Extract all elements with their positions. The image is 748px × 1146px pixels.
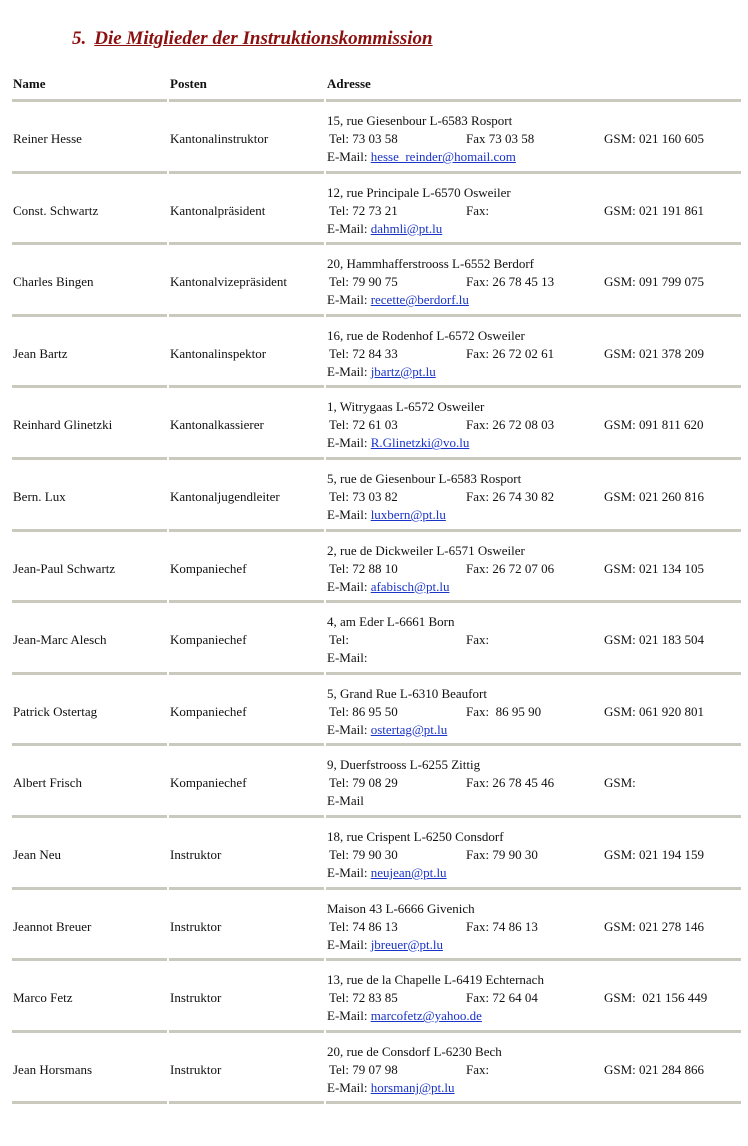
member-fax: Fax: 26 74 30 82 xyxy=(466,489,555,504)
member-email-line xyxy=(327,650,367,666)
member-address: 1, Witrygaas L-6572 Osweiler xyxy=(327,399,485,415)
email-link[interactable]: jbreuer@pt.lu xyxy=(370,936,443,952)
member-fax: Fax: xyxy=(466,1061,490,1077)
section-title: Die Mitglieder der Instruktionskommission xyxy=(94,28,433,49)
email-label: E-Mail: xyxy=(327,1008,371,1024)
row-divider xyxy=(169,99,324,102)
section-number: 5. xyxy=(72,28,87,49)
member-posten: Instruktor xyxy=(170,1061,222,1077)
row-divider xyxy=(169,600,324,603)
row-divider xyxy=(169,1101,324,1104)
member-address: 18, rue Crispent L-6250 Consdorf xyxy=(327,829,504,844)
member-address: Maison 43 L-6666 Givenich xyxy=(327,900,475,916)
member-gsm: GSM: 021 191 861 xyxy=(604,202,705,218)
email-link[interactable]: hesse_reinder@homail.com xyxy=(370,149,516,164)
member-name: Jean-Marc Alesch xyxy=(13,632,107,648)
member-gsm: GSM: 021 278 146 xyxy=(604,918,705,934)
member-name: Jean-Paul Schwartz xyxy=(13,560,116,576)
member-name: Reiner Hesse xyxy=(13,131,82,146)
row-divider xyxy=(169,743,324,746)
member-email-line xyxy=(327,435,469,451)
row-divider xyxy=(326,815,741,818)
row-divider xyxy=(12,457,167,460)
member-gsm: GSM: 021 156 449 xyxy=(604,990,708,1006)
member-address: 2, rue de Dickweiler L-6571 Osweiler xyxy=(327,542,525,558)
member-name: Marco Fetz xyxy=(13,990,73,1006)
row-divider xyxy=(12,743,167,746)
member-tel: Tel: 79 90 30 xyxy=(329,847,398,862)
member-name: Bern. Lux xyxy=(13,489,66,504)
member-name: Jean Bartz xyxy=(13,345,68,361)
email-label: E-Mail xyxy=(327,793,364,809)
row-divider xyxy=(12,314,167,317)
member-address: 9, Duerfstrooss L-6255 Zittig xyxy=(327,757,481,773)
email-link[interactable]: recette@berdorf.lu xyxy=(370,292,469,308)
member-tel: Tel: 73 03 82 xyxy=(329,489,398,504)
row-divider xyxy=(12,600,167,603)
member-email-line xyxy=(327,1080,455,1096)
member-fax: Fax: 74 86 13 xyxy=(466,918,538,934)
member-gsm: GSM: 021 160 605 xyxy=(604,131,705,146)
member-tel: Tel: 72 83 85 xyxy=(329,990,398,1006)
member-name: Charles Bingen xyxy=(13,274,94,290)
row-divider xyxy=(169,887,324,890)
member-tel: Tel: 79 07 98 xyxy=(329,1061,398,1077)
email-label: E-Mail: xyxy=(327,363,371,379)
member-posten: Instruktor xyxy=(170,847,222,862)
member-address: 15, rue Giesenbour L-6583 Rosport xyxy=(327,113,513,128)
member-fax: Fax: 72 64 04 xyxy=(466,990,538,1006)
member-fax: Fax: 26 78 45 13 xyxy=(466,274,555,290)
email-link[interactable]: marcofetz@yahoo.de xyxy=(370,1008,482,1024)
row-divider xyxy=(326,672,741,675)
row-divider xyxy=(169,529,324,532)
member-posten: Instruktor xyxy=(170,990,222,1006)
member-address: 20, rue de Consdorf L-6230 Bech xyxy=(327,1043,502,1059)
member-address: 20, Hammhafferstrooss L-6552 Berdorf xyxy=(327,256,534,272)
member-email-line xyxy=(327,149,516,165)
member-name: Jeannot Breuer xyxy=(13,918,92,934)
member-address: 5, Grand Rue L-6310 Beaufort xyxy=(327,685,487,701)
member-gsm: GSM: xyxy=(604,775,636,791)
member-address: 12, rue Principale L-6570 Osweiler xyxy=(327,184,511,200)
member-posten: Kompaniechef xyxy=(170,775,247,791)
member-fax: Fax: 86 95 90 xyxy=(466,703,542,719)
member-gsm: GSM: 021 378 209 xyxy=(604,345,705,361)
row-divider xyxy=(169,1030,324,1033)
member-posten: Kompaniechef xyxy=(170,560,247,576)
email-label: E-Mail: xyxy=(327,1079,371,1095)
member-gsm: GSM: 021 260 816 xyxy=(604,489,705,504)
member-fax: Fax: 79 90 30 xyxy=(466,847,538,862)
member-tel: Tel: 72 88 10 xyxy=(329,560,398,576)
member-email-line xyxy=(327,937,443,953)
email-label: E-Mail: xyxy=(327,292,371,308)
member-posten: Kantonaljugendleiter xyxy=(170,489,280,504)
row-divider xyxy=(326,958,741,961)
row-divider xyxy=(169,385,324,388)
email-label: E-Mail: xyxy=(327,149,371,164)
member-gsm: GSM: 091 811 620 xyxy=(604,417,704,433)
member-address: 13, rue de la Chapelle L-6419 Echternach xyxy=(327,972,544,988)
member-address: 4, am Eder L-6661 Born xyxy=(327,614,455,630)
member-gsm: GSM: 021 134 105 xyxy=(604,560,705,576)
row-divider xyxy=(326,1101,741,1104)
email-link[interactable]: neujean@pt.lu xyxy=(370,865,447,880)
row-divider xyxy=(12,529,167,532)
section-heading xyxy=(72,28,433,50)
row-divider xyxy=(326,385,741,388)
member-gsm: GSM: 021 194 159 xyxy=(604,847,705,862)
member-email-line xyxy=(327,1008,482,1024)
member-email-line xyxy=(327,292,469,308)
row-divider xyxy=(12,1030,167,1033)
member-tel: Tel: 72 84 33 xyxy=(329,345,398,361)
member-email-line xyxy=(327,364,436,380)
column-header-name: Name xyxy=(13,76,46,91)
email-link[interactable]: R.Glinetzki@vo.lu xyxy=(370,435,470,451)
row-divider xyxy=(169,171,324,174)
member-email-line xyxy=(327,722,447,738)
member-fax: Fax: 26 72 02 61 xyxy=(466,345,555,361)
member-tel: Tel: 79 90 75 xyxy=(329,274,398,290)
email-label: E-Mail: xyxy=(327,507,371,522)
member-name: Jean Horsmans xyxy=(13,1061,93,1077)
member-address: 16, rue de Rodenhof L-6572 Osweiler xyxy=(327,327,525,343)
member-fax: Fax: xyxy=(466,632,490,648)
row-divider xyxy=(326,314,741,317)
email-label: E-Mail: xyxy=(327,650,368,666)
member-tel: Tel: xyxy=(329,632,350,648)
email-link[interactable]: dahmli@pt.lu xyxy=(370,220,443,236)
row-divider xyxy=(169,815,324,818)
row-divider xyxy=(326,99,741,102)
member-gsm: GSM: 021 183 504 xyxy=(604,632,705,648)
member-address: 5, rue de Giesenbour L-6583 Rosport xyxy=(327,471,522,486)
email-label: E-Mail: xyxy=(327,220,371,236)
member-tel: Tel: 74 86 13 xyxy=(329,918,398,934)
email-link[interactable]: luxbern@pt.lu xyxy=(370,507,446,522)
email-label: E-Mail: xyxy=(327,435,371,451)
row-divider xyxy=(169,314,324,317)
row-divider xyxy=(12,958,167,961)
member-name: Jean Neu xyxy=(13,847,62,862)
member-email-line xyxy=(327,793,364,809)
column-header-adresse: Adresse xyxy=(327,76,371,91)
member-posten: Kompaniechef xyxy=(170,703,247,719)
row-divider xyxy=(169,242,324,245)
member-email-line xyxy=(327,865,447,881)
row-divider xyxy=(12,385,167,388)
member-fax: Fax 73 03 58 xyxy=(466,131,535,146)
member-tel: Tel: 72 73 21 xyxy=(329,202,398,218)
email-link[interactable]: ostertag@pt.lu xyxy=(370,721,448,737)
row-divider xyxy=(326,457,741,460)
row-divider xyxy=(12,672,167,675)
row-divider xyxy=(12,171,167,174)
row-divider xyxy=(326,529,741,532)
member-name: Patrick Ostertag xyxy=(13,703,98,719)
member-posten: Instruktor xyxy=(170,918,222,934)
member-fax: Fax: 26 78 45 46 xyxy=(466,775,555,791)
row-divider xyxy=(169,672,324,675)
member-posten: Kantonalkassierer xyxy=(170,417,264,433)
member-email-line xyxy=(327,507,446,523)
row-divider xyxy=(326,1030,741,1033)
email-label: E-Mail: xyxy=(327,936,371,952)
row-divider xyxy=(326,743,741,746)
row-divider xyxy=(12,99,167,102)
member-posten: Kantonalinspektor xyxy=(170,345,267,361)
member-gsm: GSM: 061 920 801 xyxy=(604,703,705,719)
member-tel: Tel: 86 95 50 xyxy=(329,703,398,719)
email-label: E-Mail: xyxy=(327,865,371,880)
member-tel: Tel: 73 03 58 xyxy=(329,131,398,146)
member-fax: Fax: 26 72 08 03 xyxy=(466,417,555,433)
member-tel: Tel: 79 08 29 xyxy=(329,775,398,791)
member-fax: Fax: 26 72 07 06 xyxy=(466,560,555,576)
row-divider xyxy=(326,171,741,174)
row-divider xyxy=(326,600,741,603)
row-divider xyxy=(169,457,324,460)
row-divider xyxy=(326,242,741,245)
row-divider xyxy=(12,887,167,890)
member-posten: Kantonalpräsident xyxy=(170,202,266,218)
member-name: Const. Schwartz xyxy=(13,202,99,218)
member-posten: Kantonalvizepräsident xyxy=(170,274,287,290)
row-divider xyxy=(12,1101,167,1104)
member-gsm: GSM: 091 799 075 xyxy=(604,274,705,290)
member-name: Reinhard Glinetzki xyxy=(13,417,113,433)
member-posten: Kantonalinstruktor xyxy=(170,131,269,146)
member-email-line xyxy=(327,221,442,237)
row-divider xyxy=(326,887,741,890)
row-divider xyxy=(12,815,167,818)
member-name: Albert Frisch xyxy=(13,775,82,791)
email-link[interactable]: jbartz@pt.lu xyxy=(370,363,436,379)
member-posten: Kompaniechef xyxy=(170,632,247,648)
member-fax: Fax: xyxy=(466,202,490,218)
row-divider xyxy=(12,242,167,245)
member-gsm: GSM: 021 284 866 xyxy=(604,1061,705,1077)
member-tel: Tel: 72 61 03 xyxy=(329,417,398,433)
column-header-posten: Posten xyxy=(170,76,207,91)
email-link[interactable]: horsmanj@pt.lu xyxy=(370,1079,455,1095)
email-label: E-Mail: xyxy=(327,578,371,594)
email-label: E-Mail: xyxy=(327,721,371,737)
email-link[interactable]: afabisch@pt.lu xyxy=(370,578,450,594)
row-divider xyxy=(169,958,324,961)
member-email-line xyxy=(327,579,449,595)
